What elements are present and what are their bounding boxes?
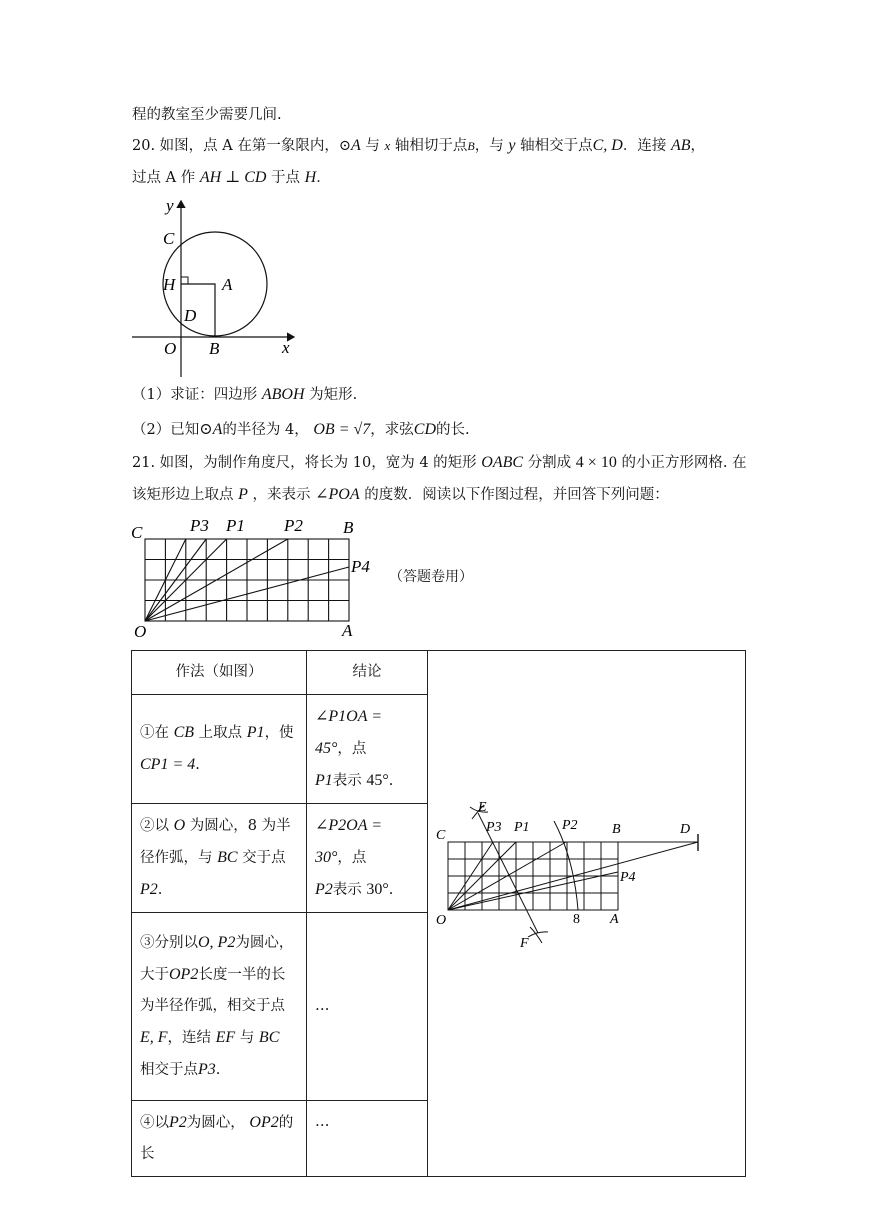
q21-line2 — [132, 484, 669, 506]
q20-number: 20. — [132, 138, 156, 154]
q20-math: C, D — [592, 137, 623, 154]
q20-text: 轴相交于点 — [520, 138, 593, 154]
label-f: F — [520, 936, 529, 951]
answer-sheet-note: （答题卷用） — [389, 569, 473, 585]
step-math: 30° — [366, 881, 389, 898]
label-d: D — [680, 822, 691, 837]
circle-symbol: ⊙ — [338, 138, 352, 154]
q20-math: y — [508, 137, 516, 154]
label-p3: P3 — [486, 820, 502, 835]
construction-figure — [434, 799, 710, 951]
q20-part1-math: ABOH — [261, 386, 305, 403]
step-math: O — [173, 817, 186, 834]
label-d: D — [184, 306, 197, 325]
step3-method — [132, 913, 307, 1101]
step-math: OP2 — [169, 966, 199, 983]
q20-math: A — [351, 137, 361, 154]
step-text: 上取点 — [198, 725, 243, 741]
step-math: O, P2 — [198, 934, 236, 951]
label-a: A — [610, 912, 619, 927]
step4-conclusion: … — [307, 1101, 428, 1177]
header-method: 作法（如图） — [132, 651, 307, 695]
step-math: 45° — [366, 772, 389, 789]
step-text: . — [195, 757, 200, 773]
step3-conclusion: … — [307, 913, 428, 1101]
q21-text: 该矩形边上取点 — [132, 487, 234, 503]
step-math: OP2 — [249, 1114, 279, 1131]
step-math: P1 — [315, 772, 333, 789]
label-b: B — [343, 518, 354, 537]
label-c: C — [163, 229, 175, 248]
label-x: x — [282, 338, 290, 357]
step-text: ③分别以 — [140, 935, 198, 951]
label-p1: P1 — [226, 516, 245, 535]
q20-part2-text: 的半径为 4， — [222, 422, 309, 438]
q21-math: OABC — [481, 454, 524, 471]
step-text: ，使 — [264, 725, 294, 741]
q20-part2-text: 的长. — [436, 422, 470, 438]
q20-text: 如图，点 A 在第一象限内， — [159, 138, 339, 154]
q20-text: ，与 — [474, 138, 504, 154]
label-p1: P1 — [514, 820, 530, 835]
step-text: ④以 — [140, 1115, 169, 1131]
label-eight: 8 — [573, 912, 580, 927]
step-math: P2 — [169, 1114, 187, 1131]
q21-text: 分割成 — [527, 455, 572, 471]
q21-line1 — [132, 452, 747, 474]
step-text: . — [388, 773, 394, 789]
q20-part2 — [132, 419, 470, 441]
q20-text: 与 — [365, 138, 380, 154]
intro-text: 程的教室至少需要几间. — [132, 107, 282, 123]
step1-method — [132, 695, 307, 804]
q20-text: ．连接 — [622, 138, 667, 154]
label-a: A — [222, 275, 233, 294]
step2-conclusion — [307, 804, 428, 913]
step-text: ，点 — [337, 850, 367, 866]
construction-figure-cell — [428, 651, 746, 1177]
q20-text: 轴相切于点 — [394, 138, 468, 154]
step-math: E, F — [140, 1029, 168, 1046]
q20-part1 — [132, 384, 357, 406]
step-text: 交于点 — [242, 850, 286, 866]
step-math: BC — [217, 849, 238, 866]
label-p2: P2 — [284, 516, 303, 535]
q21-text: ，来表示 — [252, 487, 311, 503]
step-text: 表示 — [332, 773, 362, 789]
q20-line2 — [132, 167, 331, 189]
label-p2: P2 — [562, 818, 578, 833]
q20-part1-text: 为矩形. — [309, 387, 358, 403]
step-text: ①在 — [140, 725, 169, 741]
step2-method — [132, 804, 307, 913]
q20-math: B — [467, 139, 475, 153]
label-b: B — [209, 339, 220, 358]
step-math: P3 — [198, 1061, 216, 1078]
q20-part2-math: CD — [413, 421, 437, 438]
q20-text: ． — [316, 170, 331, 186]
q20-part2-math: OB = √7 — [313, 421, 371, 438]
step-text: 与 — [239, 1030, 255, 1046]
step-text: ，点 — [337, 741, 367, 757]
step4-method — [132, 1101, 307, 1177]
step-text: 为圆心，大于 — [140, 935, 294, 983]
label-c: C — [436, 828, 446, 843]
q20-part2-math: ⊙A — [199, 421, 223, 438]
q20-text: 过点 A 作 — [132, 170, 196, 186]
right-angle-mark — [181, 277, 188, 284]
construction-steps-table — [131, 650, 746, 1177]
q20-text: ， — [690, 138, 705, 154]
q20-math: AH ⊥ CD — [199, 169, 267, 186]
q21-number: 21. — [132, 455, 156, 471]
grid-4x10 — [448, 842, 618, 910]
label-p4: P4 — [620, 870, 636, 885]
q20-math: H — [304, 169, 317, 186]
label-a: A — [342, 621, 353, 640]
q20-math: x — [384, 138, 391, 153]
q20-part2-text: （2）已知 — [132, 422, 200, 438]
label-p3: P3 — [190, 516, 209, 535]
label-o: O — [436, 913, 447, 928]
step-text: . — [157, 882, 163, 898]
q21-text: 的度数．阅读以下作图过程，并回答下列问题： — [364, 487, 669, 503]
q20-part1-text: （1）求证：四边形 — [132, 387, 258, 403]
step-math: ∠P1OA = 45° — [315, 708, 383, 757]
label-h: H — [163, 275, 176, 294]
q21-math: P — [238, 486, 248, 503]
label-c: C — [131, 523, 143, 542]
step-math: BC — [258, 1029, 280, 1046]
label-e: E — [478, 800, 487, 815]
step-text: . — [215, 1062, 221, 1078]
step-math: CB — [173, 724, 195, 741]
label-p4: P4 — [351, 557, 370, 576]
q20-circle-figure — [128, 195, 298, 380]
step1-conclusion — [307, 695, 428, 804]
q20-part2-text: ，求弦 — [370, 422, 414, 438]
step-text: 表示 — [332, 882, 362, 898]
step-math: P2 — [140, 881, 158, 898]
step-text: ②以 — [140, 818, 169, 834]
q20-line1 — [132, 135, 705, 157]
step-math: CP1 = 4 — [140, 756, 196, 773]
q20-text: 于点 — [271, 170, 301, 186]
step-text: ，连结 — [167, 1030, 212, 1046]
step-text: 长度一半的长为半径作弧，相交于点 — [140, 967, 286, 1014]
q21-grid-figure — [128, 512, 378, 642]
label-o: O — [164, 339, 177, 358]
label-b: B — [612, 822, 621, 837]
step-math: EF — [215, 1029, 236, 1046]
header-conclusion: 结论 — [307, 651, 428, 695]
q21-math: 4 × 10 — [575, 454, 617, 471]
q21-text: 的小正方形网格. 在 — [621, 455, 747, 471]
step-math: ∠P2OA = 30° — [315, 817, 383, 866]
label-y: y — [166, 196, 174, 215]
step-text: 为圆心， — [186, 1115, 245, 1131]
q21-text: 如图，为制作角度尺，将长为 10，宽为 4 的矩形 — [159, 455, 477, 471]
step-math: P1 — [246, 724, 265, 741]
step-text: 的长 — [140, 1115, 294, 1162]
label-o: O — [134, 622, 147, 641]
q20-math: AB — [670, 137, 691, 154]
step-text: 相交于点 — [140, 1062, 198, 1078]
step-text: 为圆心，8 为半径作弧，与 — [140, 818, 291, 866]
step-math: P2 — [315, 881, 333, 898]
q21-math: ∠POA — [315, 486, 360, 503]
step-text: . — [388, 882, 394, 898]
table-header-row — [132, 651, 746, 695]
